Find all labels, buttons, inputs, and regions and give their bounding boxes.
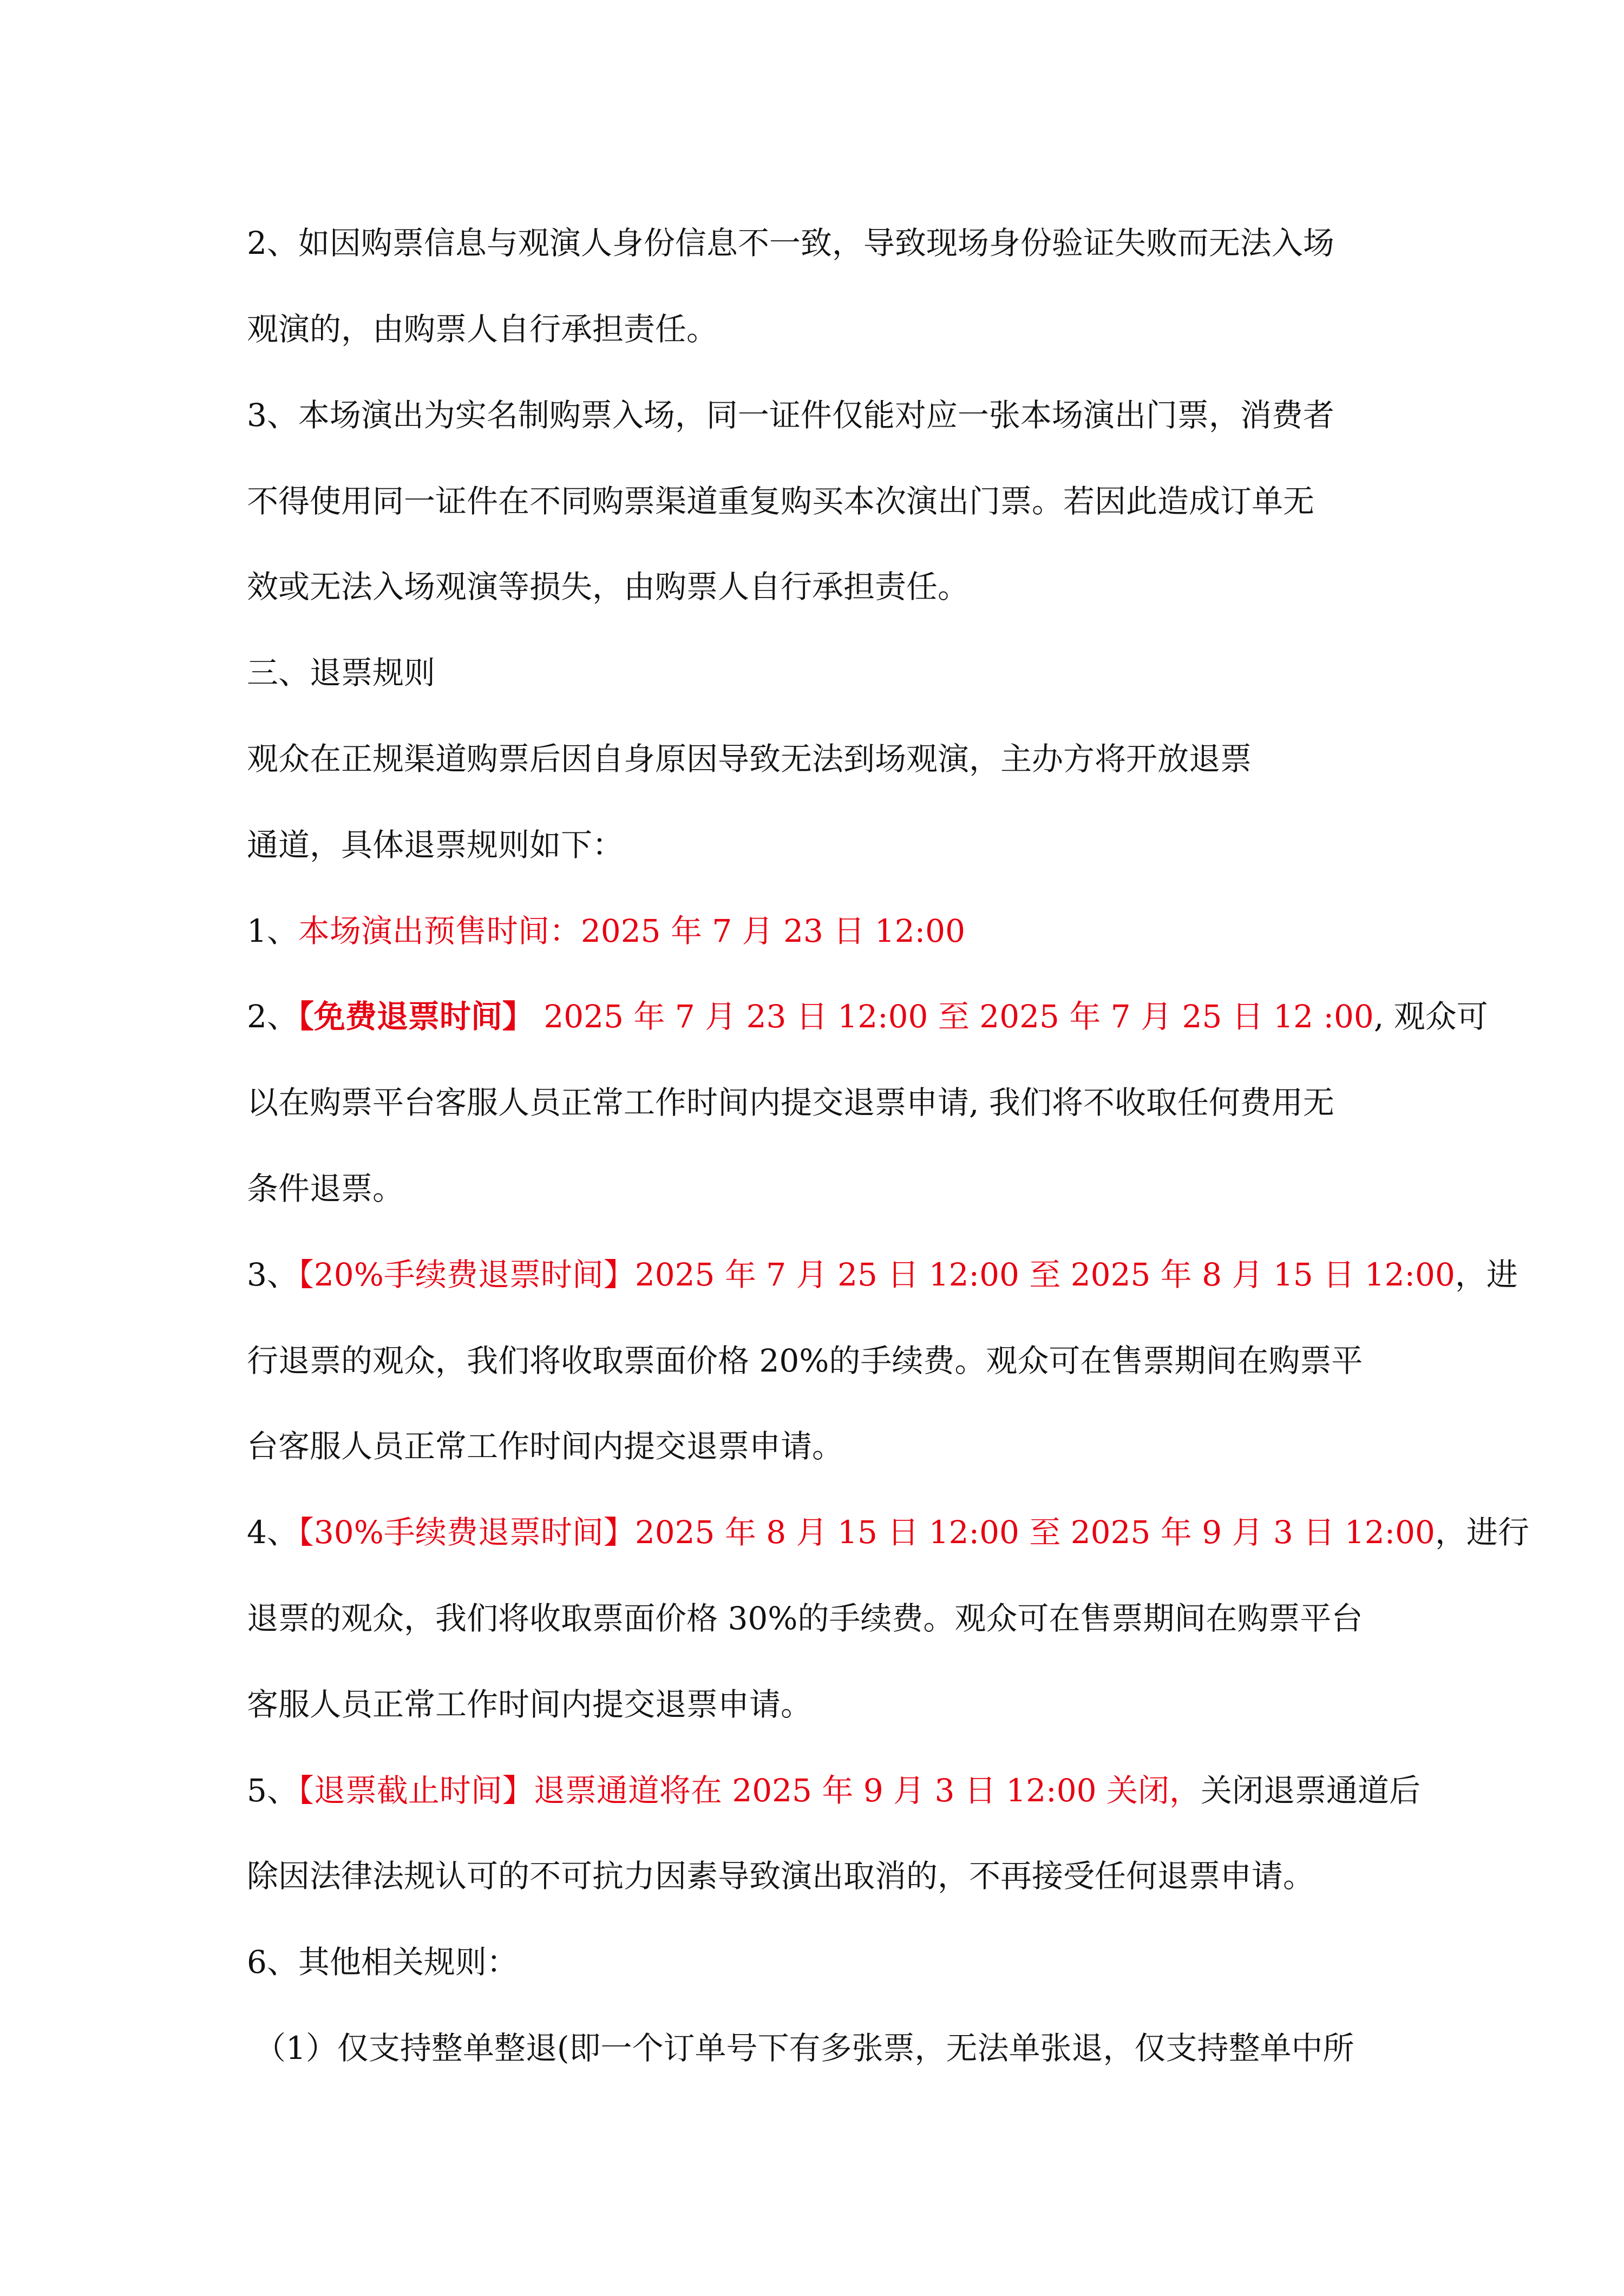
line-text: ，进 — [1455, 1256, 1518, 1293]
line-text: 退票的观众，我们将收取票面价格 30%的手续费。观众可在售票期间在购票平台 — [247, 1600, 1363, 1637]
free-refund-label: 【免费退票时间】 — [298, 998, 534, 1035]
line-text: 3、本场演出为实名制购票入场，同一证件仅能对应一张本场演出门票，消费者 — [247, 397, 1334, 434]
rule-item-3 — [247, 1253, 1518, 1296]
item-number: 5、 — [247, 1772, 298, 1809]
rule-item-4 — [247, 1511, 1529, 1554]
item-number: 1、 — [247, 913, 298, 949]
paragraph-line — [247, 1167, 404, 1210]
line-text: 观众在正规渠道购票后因自身原因导致无法到场观演，主办方将开放退票 — [247, 740, 1252, 777]
paragraph-line — [247, 221, 1334, 265]
line-text: 以在购票平台客服人员正常工作时间内提交退票申请, 我们将不收取任何费用无 — [247, 1084, 1334, 1121]
paragraph-line — [247, 1854, 1314, 1898]
item-number: 2、 — [247, 998, 298, 1035]
rule-item-1 — [247, 909, 965, 953]
paragraph-line — [247, 1425, 843, 1468]
sub-rule-item-1 — [254, 2026, 1354, 2070]
fee-30-refund-time: 【30%手续费退票时间】2025 年 8 月 15 日 12:00 至 2025 年 9 月 3 日 12:00 — [298, 1514, 1435, 1551]
paragraph-line — [247, 1683, 812, 1726]
line-text: 条件退票。 — [247, 1170, 404, 1207]
line-text: 效或无法入场观演等损失，由购票人自行承担责任。 — [247, 568, 970, 605]
line-text: 通道，具体退票规则如下： — [247, 826, 624, 863]
section-heading — [247, 651, 435, 694]
line-text: （1）仅支持整单整退(即一个订单号下有多张票，无法单张退，仅支持整单中所 — [254, 2030, 1354, 2067]
item-number: 4、 — [247, 1514, 298, 1551]
rule-item-2 — [247, 995, 1488, 1038]
paragraph-line — [247, 393, 1334, 437]
presale-time-text: 本场演出预售时间：2025 年 7 月 23 日 12:00 — [298, 913, 965, 949]
paragraph-line — [247, 823, 624, 867]
line-text: 客服人员正常工作时间内提交退票申请。 — [247, 1686, 813, 1723]
line-text: 观演的，由购票人自行承担责任。 — [247, 311, 718, 347]
fee-20-refund-time: 【20%手续费退票时间】2025 年 7 月 25 日 12:00 至 2025 年 8 月 15 日 12:00 — [298, 1256, 1455, 1293]
line-text: 关闭退票通道后 — [1200, 1772, 1420, 1809]
free-refund-time: 2025 年 7 月 23 日 12:00 至 2025 年 7 月 25 日 12 :00 — [533, 998, 1374, 1035]
line-text: 6、其他相关规则： — [247, 1944, 518, 1980]
item-number: 3、 — [247, 1256, 298, 1293]
paragraph-line — [247, 737, 1252, 780]
line-text: 2、如因购票信息与观演人身份信息不一致，导致现场身份验证失败而无法入场 — [247, 225, 1334, 261]
paragraph-line — [247, 480, 1314, 523]
paragraph-line — [247, 1081, 1334, 1124]
line-text: 不得使用同一证件在不同购票渠道重复购买本次演出门票。若因此造成订单无 — [247, 483, 1315, 520]
section-heading-text: 三、退票规则 — [247, 654, 436, 691]
line-text: ，进行 — [1435, 1514, 1529, 1551]
rule-item-5 — [247, 1769, 1420, 1812]
paragraph-line — [247, 1597, 1363, 1640]
paragraph-line — [247, 307, 718, 351]
rule-item-6 — [247, 1940, 518, 1984]
paragraph-line — [247, 565, 969, 608]
paragraph-line — [247, 1339, 1363, 1382]
refund-deadline-text: 【退票截止时间】退票通道将在 2025 年 9 月 3 日 12:00 关闭， — [298, 1772, 1201, 1809]
line-text: 台客服人员正常工作时间内提交退票申请。 — [247, 1428, 844, 1465]
line-text: 行退票的观众，我们将收取票面价格 20%的手续费。观众可在售票期间在购票平 — [247, 1342, 1363, 1379]
line-text: , 观众可 — [1373, 998, 1488, 1035]
line-text: 除因法律法规认可的不可抗力因素导致演出取消的，不再接受任何退票申请。 — [247, 1858, 1315, 1894]
